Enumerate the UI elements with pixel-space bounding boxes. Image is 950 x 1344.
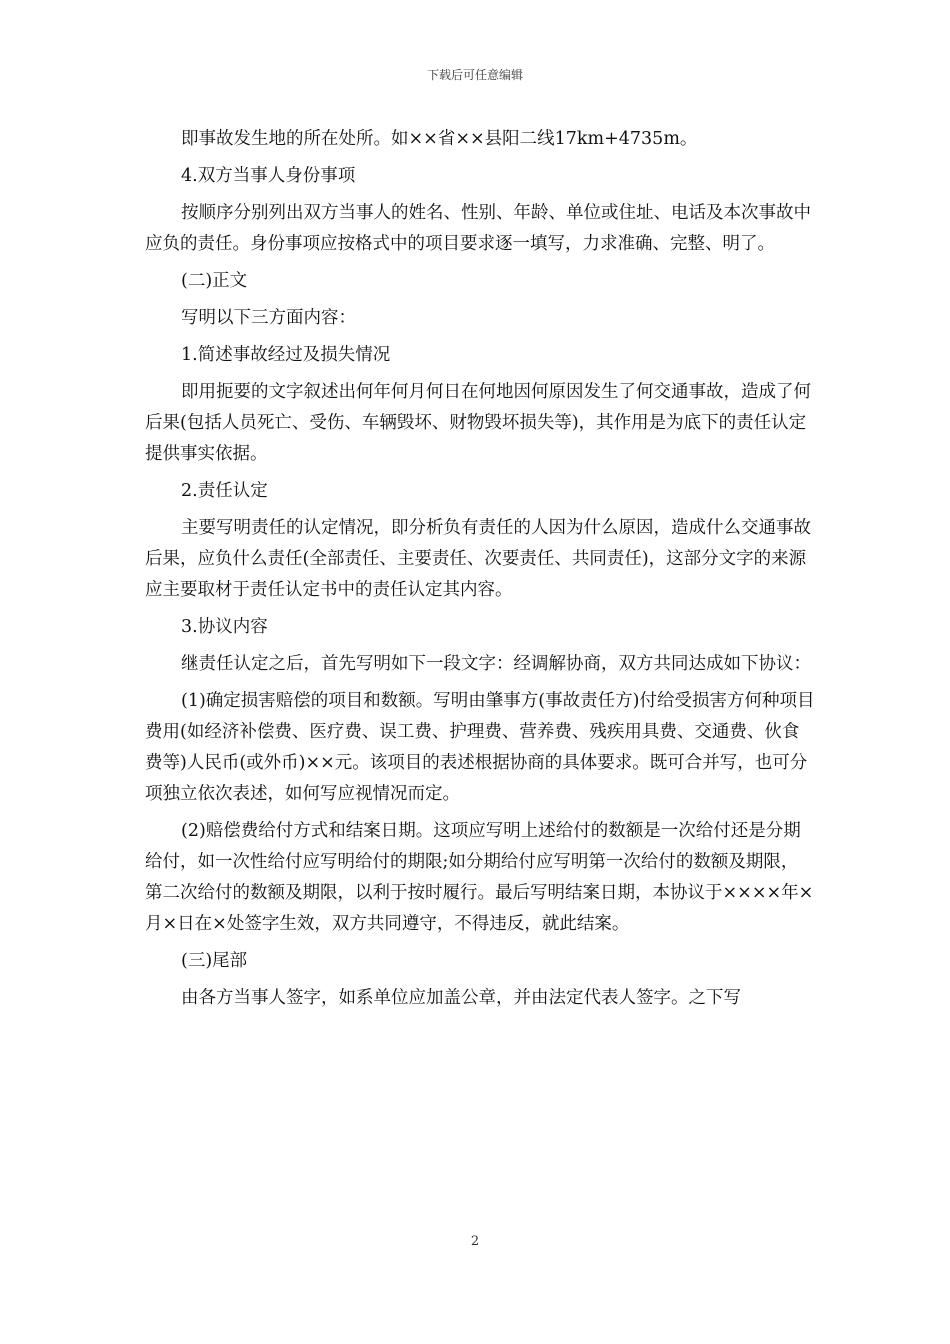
section-heading: (二)正文 bbox=[181, 271, 248, 291]
section-heading: (三)尾部 bbox=[181, 951, 248, 971]
paragraph: 按顺序分别列出双方当事人的姓名、性别、年龄、单位或住址、电话及本次事故中应负的责任。身份事项应按格式中的项目要求逐一填写，力求准确、完整、明了。 bbox=[145, 203, 811, 254]
paragraph: (2)赔偿费给付方式和结案日期。这项应写明上述给付的数额是一次给付还是分期给付，如一次性给付应写明给付的期限;如分期给付应写明第一次给付的数额及期限，第二次给付的数额及期限，以利于按时履行。最后写明结案日期，本协议于××××年×月×日在×处签字生效，双方共同遵守，不得违反，就此结案。 bbox=[145, 821, 814, 934]
section-heading: 4.双方当事人身份事项 bbox=[181, 166, 356, 186]
section-heading: 2.责任认定 bbox=[181, 481, 268, 501]
paragraph: 即用扼要的文字叙述出何年何月何日在何地因何原因发生了何交通事故，造成了何后果(包括人员死亡、受伤、车辆毁坏、财物毁坏损失等)，其作用是为底下的责任认定提供事实依据。 bbox=[145, 382, 811, 464]
paragraph: 继责任认定之后，首先写明如下一段文字：经调解协商，双方共同达成如下协议： bbox=[181, 654, 811, 674]
page-number: 2 bbox=[470, 1234, 480, 1249]
paragraph: 即事故发生地的所在处所。如××省××县阳二线17km+4735m。 bbox=[181, 129, 698, 149]
paragraph: 写明以下三方面内容： bbox=[181, 308, 356, 328]
page-header: 下载后可任意编辑 bbox=[426, 68, 523, 82]
paragraph: 由各方当事人签字，如系单位应加盖公章，并由法定代表人签字。之下写 bbox=[181, 988, 741, 1008]
section-heading: 1.简述事故经过及损失情况 bbox=[181, 345, 391, 365]
section-heading: 3.协议内容 bbox=[181, 617, 268, 637]
document-body bbox=[145, 124, 815, 1020]
paragraph: (1)确定损害赔偿的项目和数额。写明由肇事方(事故责任方)付给受损害方何种项目费用(如经济补偿费、医疗费、误工费、护理费、营养费、残疾用具费、交通费、伙食费等)人民币(或外币)××元。该项目的表述根据协商的具体要求。既可合并写，也可分项独立依次表述，如何写应视情况而定。 bbox=[145, 691, 815, 804]
paragraph: 主要写明责任的认定情况，即分析负有责任的人因为什么原因，造成什么交通事故后果，应负什么责任(全部责任、主要责任、次要责任、共同责任)，这部分文字的来源应主要取材于责任认定书中的责任认定其内容。 bbox=[145, 518, 811, 600]
